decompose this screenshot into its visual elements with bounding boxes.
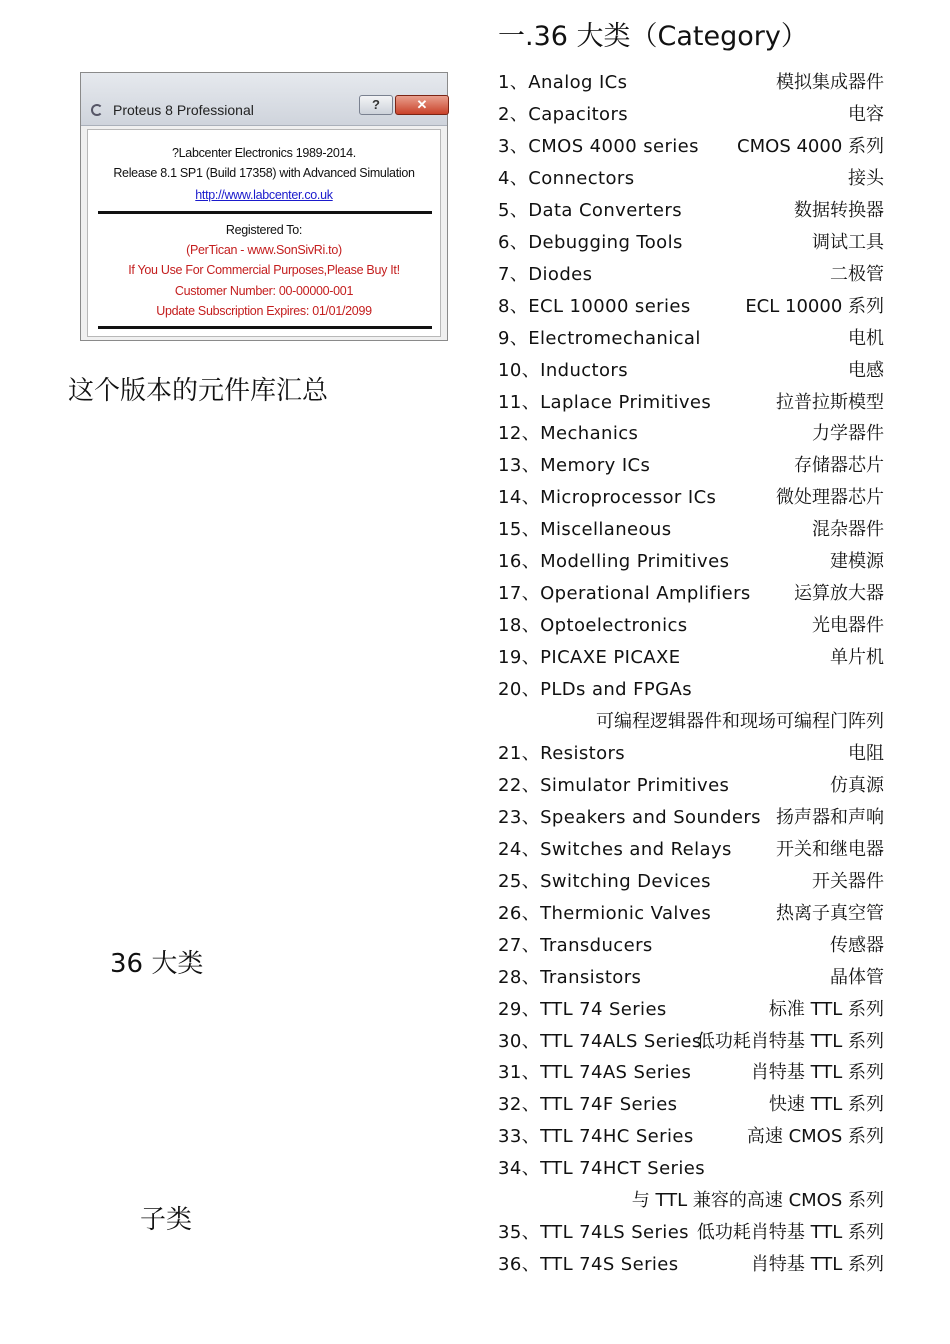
category-english-name: 29、TTL 74 Series [498,998,667,1020]
category-chinese-name: 低功耗肖特基 TTL 系列 [696,1030,884,1052]
category-english-name: 22、Simulator Primitives [498,774,730,796]
category-english-name: 19、PICAXE PICAXE [498,647,681,669]
category-row [498,1027,888,1057]
summary-caption: 这个版本的元件库汇总 [68,376,329,406]
category-chinese-name: 开关和继电器 [776,838,884,860]
category-chinese-name: 二极管 [830,263,884,285]
category-chinese-name: 肖特基 TTL 系列 [750,1254,884,1276]
divider-top [98,211,432,214]
category-row [498,1186,888,1216]
category-english-name: 24、Switches and Relays [498,838,732,860]
category-english-name: 1、Analog ICs [498,72,628,93]
category-chinese-name: 标准 TTL 系列 [768,998,884,1020]
category-row [498,963,888,993]
category-chinese-name: 单片机 [830,647,884,669]
close-button[interactable]: ✕ [395,95,449,115]
category-chinese-name: 快速 TTL 系列 [768,1094,884,1116]
help-button[interactable]: ? [359,95,393,115]
category-row [498,931,888,961]
category-row [498,260,888,290]
divider-bottom [98,326,432,329]
about-dialog [80,72,448,341]
category-chinese-name: 开关器件 [812,870,884,892]
category-row [498,356,888,386]
category-row [498,228,888,258]
proteus-app-icon [91,104,103,116]
category-english-name: 2、Capacitors [498,103,629,125]
category-english-name: 30、TTL 74ALS Series [498,1030,702,1052]
categories-caption: 36 大类 [110,949,204,979]
category-row [498,324,888,354]
category-english-name: 34、TTL 74HCT Series [498,1158,706,1180]
subscription-expiry: Update Subscription Expires: 01/01/2099 [156,304,372,318]
category-english-name: 16、Modelling Primitives [498,551,730,573]
category-english-name: 32、TTL 74F Series [498,1094,678,1116]
category-chinese-name: 高速 CMOS 系列 [746,1126,884,1148]
category-english-name: 3、CMOS 4000 series [498,135,699,157]
dialog-titlebar [81,73,447,126]
category-english-name: 27、Transducers [498,934,653,956]
category-row [498,1154,888,1184]
category-english-name: 23、Speakers and Sounders [498,806,761,828]
category-row [498,579,888,609]
category-english-name: 6、Debugging Tools [498,231,683,253]
category-chinese-name: 电机 [848,327,884,349]
category-row [498,835,888,865]
category-chinese-name: CMOS 4000 系列 [737,135,884,157]
dialog-body [87,129,441,337]
category-english-name: 26、Thermionic Valves [498,902,712,924]
category-row [498,707,888,737]
category-english-name: 12、Mechanics [498,423,639,445]
category-chinese-name: 存储器芯片 [794,455,884,477]
category-chinese-name: 拉普拉斯模型 [776,391,884,413]
category-row [498,100,888,130]
category-row [498,419,888,449]
category-row [498,803,888,833]
category-row [498,995,888,1025]
category-english-name: 15、Miscellaneous [498,519,672,541]
subcategories-caption: 子类 [140,1205,193,1235]
category-english-name: 36、TTL 74S Series [498,1254,679,1276]
category-english-name: 18、Optoelectronics [498,615,688,637]
category-row [498,739,888,769]
category-chinese-name: 扬声器和声响 [776,806,884,828]
category-row [498,292,888,322]
category-heading: 一.36 大类（Category） [498,21,808,52]
category-chinese-name: 数据转换器 [794,199,884,221]
category-row [498,132,888,162]
dialog-title: Proteus 8 Professional [113,102,254,118]
category-chinese-name: 混杂器件 [812,519,884,541]
category-english-name: 5、Data Converters [498,199,682,221]
category-row [498,867,888,897]
category-row [498,196,888,226]
category-row [498,1218,888,1248]
category-english-name: 33、TTL 74HC Series [498,1126,694,1148]
commercial-notice: If You Use For Commercial Purposes,Please Buy It! [128,263,400,277]
category-english-name: 13、Memory ICs [498,455,651,477]
category-row [498,771,888,801]
category-chinese-name: 建模源 [830,551,884,573]
category-english-name: 21、Resistors [498,742,626,764]
category-row [498,68,888,98]
category-chinese-name: 运算放大器 [794,583,884,605]
category-chinese-name: 光电器件 [812,615,884,637]
category-english-name: 31、TTL 74AS Series [498,1062,692,1084]
copyright-text: ?Labcenter Electronics 1989-2014. [172,146,356,160]
category-chinese-name: 接头 [848,167,884,189]
category-row [498,643,888,673]
category-english-name: 14、Microprocessor ICs [498,487,717,509]
category-english-name: 8、ECL 10000 series [498,295,691,317]
category-chinese-name: 微处理器芯片 [776,487,884,509]
category-english-name: 10、Inductors [498,359,629,381]
category-chinese-name: 调试工具 [812,231,884,253]
category-chinese-name: 低功耗肖特基 TTL 系列 [696,1222,884,1244]
category-chinese-name: 热离子真空管 [776,902,884,924]
category-row [498,1122,888,1152]
category-english-name: 25、Switching Devices [498,870,711,892]
release-text: Release 8.1 SP1 (Build 17358) with Advanced Simulation [113,166,415,180]
category-chinese-name: 力学器件 [812,423,884,445]
registrant-text: (PerTican - www.SonSivRi.to) [186,243,342,257]
category-english-name: 11、Laplace Primitives [498,391,712,413]
category-row [498,675,888,705]
website-link[interactable]: http://www.labcenter.co.uk [195,188,333,202]
customer-number: Customer Number: 00-00000-001 [174,284,354,298]
category-row [498,515,888,545]
registered-to-label: Registered To: [225,223,303,237]
category-english-name: 9、Electromechanical [498,327,701,349]
category-chinese-name: 电容 [848,103,884,125]
category-row [498,1090,888,1120]
category-chinese-name: 可编程逻辑器件和现场可编程门阵列 [596,711,884,732]
category-row [498,451,888,481]
category-chinese-name: 仿真源 [830,774,884,796]
category-chinese-name: 肖特基 TTL 系列 [750,1062,884,1084]
category-row [498,164,888,194]
category-english-name: 28、Transistors [498,966,642,988]
category-english-name: 17、Operational Amplifiers [498,583,751,605]
category-chinese-name: 模拟集成器件 [776,72,884,93]
category-row [498,547,888,577]
category-chinese-name: 晶体管 [830,966,884,988]
category-english-name: 35、TTL 74LS Series [498,1222,689,1244]
category-chinese-name: 传感器 [830,934,884,956]
category-chinese-name: ECL 10000 系列 [745,295,884,317]
category-chinese-name: 与 TTL 兼容的高速 CMOS 系列 [631,1190,884,1212]
category-english-name: 7、Diodes [498,263,593,285]
category-row [498,1058,888,1088]
category-english-name: 20、PLDs and FPGAs [498,679,692,701]
category-row [498,1250,888,1280]
category-chinese-name: 电阻 [848,742,884,764]
category-english-name: 4、Connectors [498,167,635,189]
category-row [498,483,888,513]
category-row [498,899,888,929]
category-row [498,388,888,418]
category-chinese-name: 电感 [848,359,884,381]
category-row [498,611,888,641]
